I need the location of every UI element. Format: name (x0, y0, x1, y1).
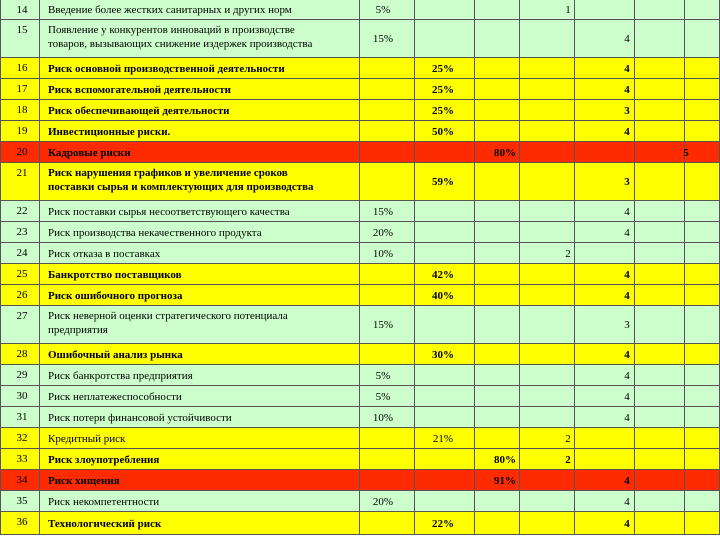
risk-score: 5 (683, 147, 689, 159)
table-cell (685, 470, 720, 491)
risk-name: Появление у конкурентов инноваций в производстве (48, 24, 295, 36)
table-cell (635, 201, 685, 222)
table-cell (520, 79, 575, 100)
table-cell (575, 0, 635, 20)
table-cell (415, 386, 475, 407)
table-cell (360, 470, 415, 491)
table-cell (685, 100, 720, 121)
table-cell (475, 285, 520, 306)
risk-score: 4 (624, 518, 630, 530)
table-cell (475, 79, 520, 100)
risk-score: 2 (565, 248, 571, 260)
table-row (0, 512, 720, 535)
row-number: 28 (16, 348, 28, 360)
table-cell (415, 407, 475, 428)
row-number: 20 (16, 146, 28, 158)
risk-score: 4 (624, 370, 630, 382)
table-cell (360, 121, 415, 142)
table-row (0, 142, 720, 163)
risk-probability: 22% (432, 518, 454, 530)
row-number: 35 (16, 495, 28, 507)
risk-name: Риск вспомогательной деятельности (48, 84, 232, 96)
table-cell (475, 121, 520, 142)
table-cell (635, 285, 685, 306)
risk-score: 3 (624, 319, 630, 331)
risk-score: 4 (624, 496, 630, 508)
table-cell (415, 0, 475, 20)
table-cell (575, 243, 635, 264)
table-row (0, 20, 720, 58)
row-number: 23 (16, 226, 28, 238)
risk-score: 4 (624, 206, 630, 218)
table-cell (415, 201, 475, 222)
table-cell (520, 512, 575, 535)
risk-name: Риск основной производственной деятельности (48, 63, 285, 75)
risk-probability: 80% (494, 454, 516, 466)
row-number: 34 (16, 474, 28, 486)
table-cell (635, 79, 685, 100)
table-cell (520, 365, 575, 386)
risk-name: Риск хищения (48, 475, 120, 487)
table-cell (520, 386, 575, 407)
table-cell (635, 491, 685, 512)
table-cell (415, 470, 475, 491)
table-cell (520, 491, 575, 512)
table-row (0, 58, 720, 79)
risk-score: 3 (624, 176, 630, 188)
table-cell (635, 264, 685, 285)
row-number: 30 (16, 390, 28, 402)
risk-probability: 25% (432, 63, 454, 75)
risk-score: 4 (624, 126, 630, 138)
risk-score: 4 (624, 412, 630, 424)
table-cell (475, 306, 520, 344)
table-cell (475, 58, 520, 79)
risk-score: 4 (624, 290, 630, 302)
row-number: 16 (16, 62, 28, 74)
row-number: 31 (16, 411, 28, 423)
table-cell (520, 121, 575, 142)
table-cell (475, 344, 520, 365)
table-cell (635, 344, 685, 365)
row-number: 15 (16, 24, 28, 36)
table-cell (475, 365, 520, 386)
table-cell (685, 407, 720, 428)
risk-name: Риск злоупотребления (48, 454, 160, 466)
table-cell (685, 222, 720, 243)
table-cell (415, 243, 475, 264)
row-number: 33 (16, 453, 28, 465)
table-cell (635, 512, 685, 535)
row-number: 25 (16, 268, 28, 280)
row-number: 29 (16, 369, 28, 381)
table-cell (685, 163, 720, 201)
table-cell (360, 264, 415, 285)
table-cell (575, 142, 635, 163)
table-cell (635, 365, 685, 386)
risk-name: Риск неплатежеспособности (48, 391, 182, 403)
risk-probability: 59% (432, 176, 454, 188)
risk-name: Риск ошибочного прогноза (48, 290, 183, 302)
table-cell (635, 142, 685, 163)
table-cell (520, 264, 575, 285)
risk-probability: 15% (372, 206, 394, 218)
risk-name: Банкротство поставщиков (48, 269, 182, 281)
table-cell (635, 449, 685, 470)
table-row (0, 243, 720, 264)
risk-probability: 50% (432, 126, 454, 138)
table-cell (685, 344, 720, 365)
table-cell (520, 142, 575, 163)
table-cell (685, 306, 720, 344)
risk-probability: 20% (372, 227, 394, 239)
risk-name: Введение более жестких санитарных и других норм (48, 4, 292, 16)
table-cell (360, 512, 415, 535)
table-cell (475, 428, 520, 449)
table-cell (575, 428, 635, 449)
table-cell (685, 201, 720, 222)
risk-name: Риск производства некачественного продукта (48, 227, 262, 239)
table-row (0, 121, 720, 142)
risk-score: 4 (624, 269, 630, 281)
risk-score: 2 (565, 433, 571, 445)
row-number: 24 (16, 247, 28, 259)
table-cell (635, 100, 685, 121)
risk-probability: 15% (372, 33, 394, 45)
table-cell (415, 449, 475, 470)
table-cell (635, 428, 685, 449)
table-cell (415, 365, 475, 386)
table-row (0, 449, 720, 470)
risk-name: Риск обеспечивающей деятельности (48, 105, 230, 117)
table-cell (475, 222, 520, 243)
table-cell (635, 222, 685, 243)
risk-probability: 25% (432, 105, 454, 117)
row-number: 27 (16, 310, 28, 322)
table-row (0, 428, 720, 449)
table-cell (520, 100, 575, 121)
risk-probability: 91% (494, 475, 516, 487)
table-cell (475, 407, 520, 428)
table-row (0, 470, 720, 491)
risk-name: Риск банкротства предприятия (48, 370, 193, 382)
risk-probability: 5% (375, 4, 391, 16)
risk-name: предприятия (48, 324, 108, 336)
table-cell (520, 20, 575, 58)
table-row (0, 222, 720, 243)
table-cell (520, 222, 575, 243)
table-cell (635, 470, 685, 491)
table-cell (520, 470, 575, 491)
risk-score: 4 (624, 33, 630, 45)
table-cell (475, 512, 520, 535)
table-row (0, 386, 720, 407)
row-number: 21 (16, 167, 28, 179)
table-cell (415, 491, 475, 512)
risk-probability: 5% (375, 370, 391, 382)
table-row (0, 491, 720, 512)
table-cell (520, 58, 575, 79)
table-cell (685, 285, 720, 306)
risk-probability: 21% (432, 433, 454, 445)
table-cell (475, 163, 520, 201)
risk-probability: 25% (432, 84, 454, 96)
table-row (0, 201, 720, 222)
row-number: 19 (16, 125, 28, 137)
risk-name: товаров, вызывающих снижение издержек производства (48, 38, 313, 50)
table-cell (475, 100, 520, 121)
risk-name: поставки сырья и комплектующих для производства (48, 181, 314, 193)
table-cell (520, 306, 575, 344)
table-row (0, 264, 720, 285)
table-cell (635, 407, 685, 428)
table-cell (685, 386, 720, 407)
table-cell (360, 344, 415, 365)
risk-probability: 40% (432, 290, 454, 302)
row-number: 17 (16, 83, 28, 95)
table-cell (635, 306, 685, 344)
table-row (0, 306, 720, 344)
table-cell (685, 121, 720, 142)
table-cell (520, 407, 575, 428)
table-cell (685, 243, 720, 264)
table-cell (635, 243, 685, 264)
risk-probability: 10% (372, 248, 394, 260)
row-number: 22 (16, 205, 28, 217)
risk-probability: 10% (372, 412, 394, 424)
table-cell (360, 142, 415, 163)
table-cell (685, 491, 720, 512)
table-cell (360, 79, 415, 100)
row-number: 32 (16, 432, 28, 444)
table-row (0, 407, 720, 428)
risk-name: Кадровые риски (48, 147, 131, 159)
table-cell (475, 20, 520, 58)
risk-score: 4 (624, 391, 630, 403)
table-cell (685, 449, 720, 470)
table-cell (415, 306, 475, 344)
table-cell (520, 285, 575, 306)
table-row (0, 79, 720, 100)
risk-name: Инвестиционные риски. (48, 126, 171, 138)
table-row (0, 285, 720, 306)
table-row (0, 100, 720, 121)
table-row (0, 0, 720, 20)
risk-probability: 15% (372, 319, 394, 331)
table-cell (475, 243, 520, 264)
risk-score: 3 (624, 105, 630, 117)
risk-score: 4 (624, 349, 630, 361)
risk-name: Технологический риск (48, 518, 162, 530)
table-row (0, 365, 720, 386)
risk-score: 4 (624, 475, 630, 487)
table-cell (475, 386, 520, 407)
row-number: 18 (16, 104, 28, 116)
table-cell (520, 344, 575, 365)
risk-name: Ошибочный анализ рынка (48, 349, 183, 361)
table-cell (685, 512, 720, 535)
table-row (0, 163, 720, 201)
table-cell (360, 163, 415, 201)
table-cell (635, 386, 685, 407)
table-cell (635, 121, 685, 142)
table-cell (685, 428, 720, 449)
risk-probability: 20% (372, 496, 394, 508)
table-cell (685, 0, 720, 20)
risk-score: 4 (624, 63, 630, 75)
table-cell (685, 365, 720, 386)
table-cell (520, 163, 575, 201)
table-cell (635, 0, 685, 20)
risk-probability: 80% (494, 147, 516, 159)
risk-probability: 5% (375, 391, 391, 403)
table-cell (360, 100, 415, 121)
table-cell (360, 449, 415, 470)
table-cell (635, 20, 685, 58)
risk-name: Риск некомпетентности (48, 496, 160, 508)
table-cell (685, 264, 720, 285)
row-number: 14 (16, 4, 28, 16)
table-cell (520, 201, 575, 222)
table-cell (685, 20, 720, 58)
table-cell (475, 0, 520, 20)
row-number: 36 (16, 516, 28, 528)
table-cell (360, 285, 415, 306)
table-cell (415, 222, 475, 243)
risk-score: 4 (624, 227, 630, 239)
table-cell (685, 79, 720, 100)
table-cell (635, 163, 685, 201)
risk-name: Риск нарушения графиков и увеличение сроков (48, 167, 288, 179)
risk-score: 4 (624, 84, 630, 96)
risk-name: Риск потери финансовой устойчивости (48, 412, 232, 424)
row-number: 26 (16, 289, 28, 301)
risk-probability: 42% (432, 269, 454, 281)
table-cell (685, 58, 720, 79)
table-cell (475, 264, 520, 285)
table-cell (575, 449, 635, 470)
table-cell (475, 201, 520, 222)
risk-score: 2 (565, 454, 571, 466)
table-row (0, 344, 720, 365)
risk-score: 1 (565, 4, 571, 16)
table-cell (685, 142, 720, 163)
risk-name: Риск отказа в поставках (48, 248, 161, 260)
table-cell (475, 491, 520, 512)
table-cell (635, 58, 685, 79)
table-cell (415, 142, 475, 163)
risk-name: Кредитный риск (48, 433, 126, 445)
risk-name: Риск поставки сырья несоответствующего качества (48, 206, 290, 218)
table-cell (415, 20, 475, 58)
table-cell (360, 428, 415, 449)
table-cell (360, 58, 415, 79)
risk-probability: 30% (432, 349, 454, 361)
risk-name: Риск неверной оценки стратегического потенциала (48, 310, 288, 322)
